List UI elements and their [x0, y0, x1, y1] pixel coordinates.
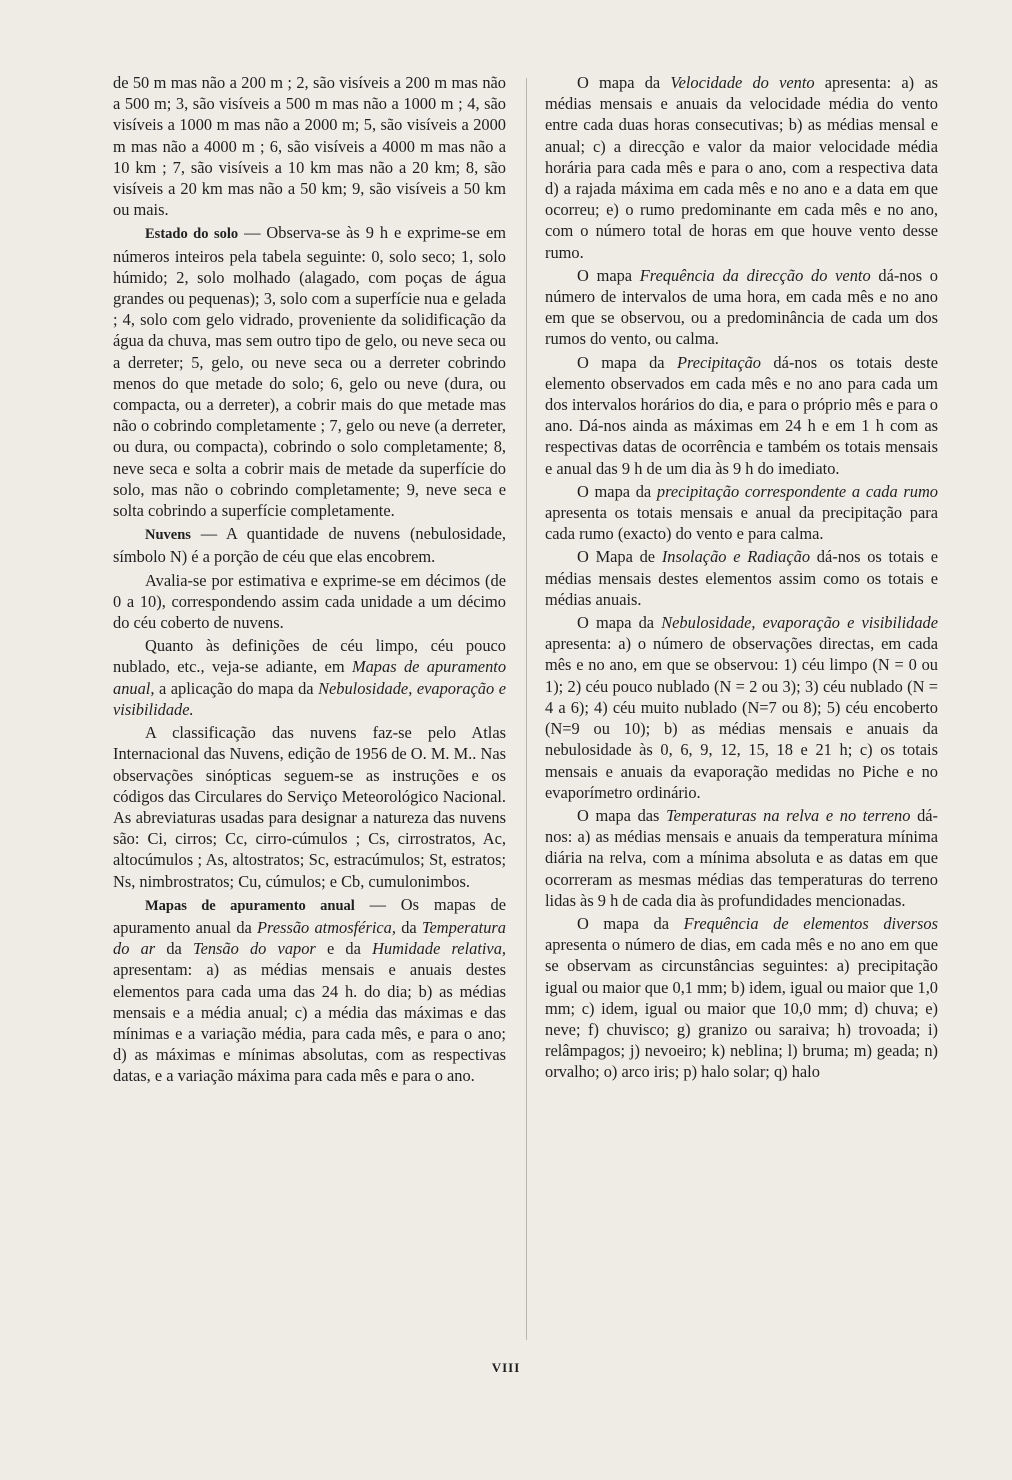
- paragraph-text: — Observa-se às 9 h e exprime-se em números inteiros pela tabela seguinte: 0, solo seco; 1, solo húmido; 2, solo molhado (alagado, com poças de água grandes ou pequenas); 3, solo com a superfície nua e gelada ; 4, solo com gelo vidrado, proveniente da solidificação da água da chuva, mas sem outro tipo de gelo, ou neve seca ou a derreter; 5, gelo, ou neve seca ou a derreter cobrindo menos do que metade do solo; 6, gelo ou neve (dura, ou compacta, ou a derreter), a cobrir mais do que metade mas não o cobrindo completamente ; 7, gelo ou neve (a derreter, ou dura, ou compacta), cobrindo o solo completamente; 8, neve seca e solta a cobrir mais de metade da superfície do solo, mas não o cobrindo completamente; 9, neve seca e solta cobrindo a superfície completamente.: [113, 223, 506, 521]
- italic-reference: precipitação correspondente a cada rumo: [656, 481, 938, 501]
- paragraph-text: O Mapa de: [577, 547, 662, 567]
- paragraph-text: dá-nos o número de intervalos de uma hora, em cada mês e no ano em que se observou, ou a predominância de cada um dos rumos do vento, ou calma.: [545, 265, 939, 349]
- italic-reference: Temperaturas na relva e no terreno: [666, 805, 911, 825]
- wind-speed-paragraph: [545, 72, 938, 263]
- precipitation-by-direction-paragraph: [545, 481, 938, 545]
- paragraph-text: O mapa da: [577, 913, 684, 933]
- cloudiness-paragraph: [545, 612, 938, 803]
- paragraph-text: apresenta: a) as médias mensais e anuais da velocidade média do vento entre cada duas horas consecutivas; b) as médias mensal e anual; c) a direcção e valor da maior velocidade média horária para cada mês e para o ano, com a respectiva data d) a rajada máxima em cada mês e no ano e a data em que ocorreu; e) o rumo predominante em cada mês e no ano, com o número total de horas em que houve vento desse rumo.: [545, 73, 938, 262]
- paragraph-text: de 50 m mas não a 200 m ; 2, são visíveis a 200 m mas não a 500 m; 3, são visíveis a 500 m mas não a 1000 m ; 4, são visíveis a 1000 m mas não a 2000 m; 5, são visíveis a 2000 m mas não a 4000 m ; 6, são visíveis a 4000 m mas não a 10 km ; 7, são visíveis a 10 km mas não a 20 km; 8, são visíveis a 20 km mas não a 50 km; 9, são visíveis a 50 km ou mais.: [113, 73, 506, 220]
- italic-reference: Nebulosidade, evaporação e visibilidade.: [113, 678, 506, 719]
- visibility-scale-paragraph: [113, 72, 506, 220]
- precipitation-paragraph: [545, 352, 938, 479]
- insolation-paragraph: [545, 546, 938, 610]
- paragraph-text: dá-nos os totais e médias mensais destes elementos assim como os totais e médias anuais.: [545, 547, 939, 609]
- italic-reference: Mapas de apuramento anual,: [113, 657, 507, 698]
- ground-temperature-paragraph: [545, 805, 938, 911]
- italic-reference: Frequência da direcção do vento: [639, 265, 871, 285]
- right-column: [545, 72, 938, 1083]
- italic-reference: Humidade relativa,: [372, 939, 506, 959]
- italic-reference: Pressão atmosférica,: [257, 917, 396, 937]
- paragraph-text: A classificação das nuvens faz-se pelo Atlas Internacional das Nuvens, edição de 1956 de O. M. M.. Nas observações sinópticas seguem-se as instruções e os códigos das Circulares do Serviço Meteorológico Nacional. As abreviaturas usadas para designar a natureza das nuvens são: Ci, cirros; Cc, cirro-cúmulos ; Cs, cirrostratos, Ac, altocúmulos ; As, altostratos; Sc, estracúmulos; St, estratos; Ns, nimbrostratos; Cu, cúmulos; e Cb, cumulonimbos.: [113, 723, 506, 891]
- section-heading-clouds: Nuvens: [145, 527, 191, 544]
- paragraph-text: — A quantidade de nuvens (nebulosidade, símbolo N) é a porção de céu que elas encobrem.: [113, 524, 506, 567]
- italic-reference: Temperatura do ar: [113, 917, 506, 959]
- paragraph-text: O mapa da: [577, 613, 662, 633]
- paragraph-text: O mapa da: [577, 73, 671, 92]
- paragraph-text: — Os mapas de apuramento anual da: [113, 894, 506, 937]
- paragraph-text: apresenta os totais mensais e anual da precipitação para cada rumo (exacto) do vento e para calma.: [545, 503, 938, 544]
- paragraph-text: dá-nos os totais deste elemento observados em cada mês e no ano para cada um dos intervalos horários do dia, e para o próprio mês e para o ano. Dá-nos ainda as máximas em 24 h e em 1 h com as respectivas datas de ocorrência e também os totais mensais e anual das 9 h de um dia às 9 h do imediato.: [545, 352, 938, 478]
- section-heading-annual-maps: Mapas de apuramento anual: [145, 897, 355, 914]
- wind-direction-paragraph: [545, 265, 938, 350]
- clouds-paragraph: [113, 523, 506, 567]
- page-number: VIII: [491, 1360, 521, 1375]
- paragraph-text: da: [395, 917, 422, 937]
- column-divider: [526, 78, 527, 1340]
- paragraph-text: apresenta: a) o número de observações directas, em cada mês e no ano, em que se observou: 1) céu limpo (N = 0 ou 1); 2) céu pouco nublado (N = 2 ou 3); 3) céu nublado (N = 4 a 6); 4) céu muito nublado (N=7 ou 8); 5) céu encoberto (N=9 ou 10); b) as médias mensais e anuais da nebulosidade às 0, 6, 9, 12, 15, 18 e 21 h; c) os totais mensais e anuais da evaporação medidas no Piche e no evaporímetro ordinário.: [545, 634, 938, 802]
- italic-reference: Insolação e Radiação: [661, 547, 811, 567]
- paragraph-text: a aplicação do mapa da: [154, 678, 319, 698]
- sky-definitions-paragraph: [113, 635, 506, 720]
- annual-maps-paragraph: [113, 894, 506, 1087]
- paragraph-text: Avalia-se por estimativa e exprime-se em décimos (de 0 a 10), correspondendo assim cada unidade a um décimo do céu coberto de nuvens.: [113, 570, 506, 633]
- paragraph-text: dá-nos: a) as médias mensais e anuais da temperatura mínima diária na relva, com a mínima absoluta e as datas em que ocorreram as mesmas médias das temperaturas do terreno lidas às 9 h de cada dia às profundidades mencionadas.: [545, 805, 938, 910]
- cloud-classification-paragraph: [113, 722, 506, 892]
- italic-reference: Frequência de elementos diversos: [683, 913, 938, 933]
- paragraph-text: apresenta o número de dias, em cada mês e no ano em que se observam as circunstâncias seguintes: a) precipitação igual ou maior que 0,1 mm; b) idem, igual ou maior que 1,0 mm; c) idem, igual ou maior que 10,0 mm; d) chuva; e) neve; f) chuvisco; g) granizo ou saraiva; h) trovoada; i) relâmpagos; j) nevoeiro; k) neblina; l) bruma; m) geada; n) orvalho; o) arco iris; p) halo solar; q) halo: [545, 935, 938, 1082]
- italic-reference: Tensão do vapor: [192, 939, 316, 959]
- paragraph-text: O mapa: [577, 265, 640, 285]
- left-column: [113, 72, 506, 1087]
- italic-reference: Velocidade do vento: [670, 73, 815, 92]
- paragraph-text: apresentam: a) as médias mensais e anuais destes elementos para cada uma das 24 h. do dia; b) as médias mensais e a média anual; c) a média das máximas e das mínimas e a variação média, para cada mês, e para o ano; d) as máximas e mínimas absolutas, com as respectivas datas, e a variação máxima para cada mês e para o ano.: [113, 960, 506, 1086]
- italic-reference: Precipitação: [676, 352, 762, 372]
- soil-state-paragraph: [113, 222, 506, 521]
- section-heading-soil-state: Estado do solo: [145, 226, 239, 243]
- paragraph-text: Quanto às definições de céu limpo, céu pouco nublado, etc., veja-se adiante, em: [113, 636, 506, 677]
- element-frequency-paragraph: [545, 913, 938, 1083]
- italic-reference: Nebulosidade, evaporação e visibilidade: [661, 613, 938, 633]
- paragraph-text: O mapa das: [577, 805, 667, 825]
- cloud-estimate-paragraph: [113, 570, 506, 634]
- paragraph-text: O mapa da: [577, 352, 677, 372]
- paragraph-text: e da: [315, 939, 373, 959]
- paragraph-text: da: [155, 939, 193, 959]
- paragraph-text: O mapa da: [577, 481, 657, 501]
